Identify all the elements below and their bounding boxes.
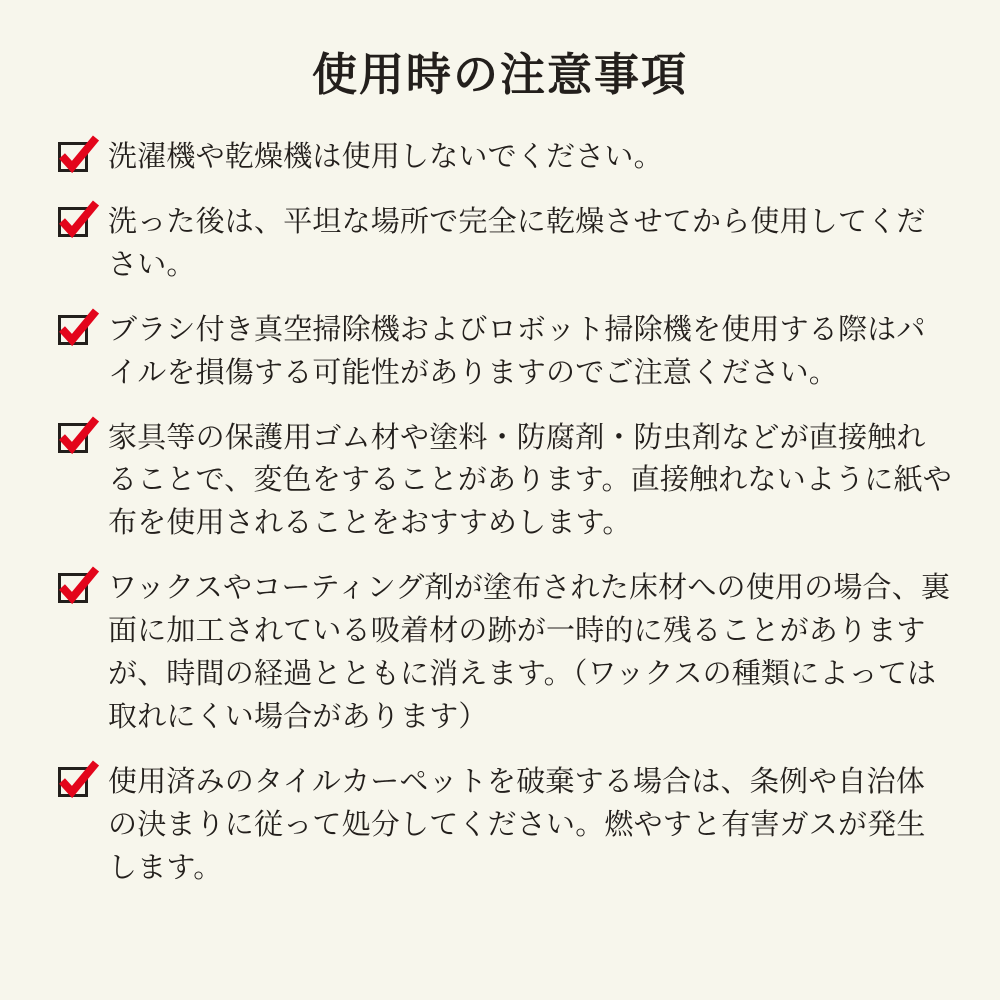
list-item bbox=[58, 761, 952, 890]
list-item-text: 家具等の保護用ゴム材や塗料・防腐剤・防虫剤などが直接触れることで、変色をすることがあります。直接触れないように紙や布を使用されることをおすすめします。 bbox=[108, 421, 952, 540]
checked-checkbox-icon bbox=[58, 767, 92, 801]
list-item-text: 洗濯機や乾燥機は使用しないでください。 bbox=[108, 141, 663, 173]
list-item bbox=[58, 567, 952, 739]
list-item bbox=[58, 201, 952, 287]
checked-checkbox-icon bbox=[58, 423, 92, 457]
list-item bbox=[58, 136, 952, 179]
checked-checkbox-icon bbox=[58, 315, 92, 349]
checked-checkbox-icon bbox=[58, 207, 92, 241]
page-title: 使用時の注意事項 bbox=[311, 49, 688, 100]
list-item-text: 使用済みのタイルカーペットを破棄する場合は、条例や自治体の決まりに従って処分してください。燃やすと有害ガスが発生します。 bbox=[108, 765, 926, 884]
list-item bbox=[58, 309, 952, 395]
list-item bbox=[58, 417, 952, 546]
precaution-list bbox=[48, 136, 952, 890]
list-item-text: ワックスやコーティング剤が塗布された床材への使用の場合、裏面に加工されている吸着材の跡が一時的に残ることがありますが、時間の経過とともに消えます。（ワックスの種類によっては取れにくい場合があります） bbox=[108, 572, 951, 733]
list-item-text: ブラシ付き真空掃除機およびロボット掃除機を使用する際はパイルを損傷する可能性がありますのでご注意ください。 bbox=[108, 313, 926, 389]
checked-checkbox-icon bbox=[58, 573, 92, 607]
list-item-text: 洗った後は、平坦な場所で完全に乾燥させてから使用してください。 bbox=[108, 205, 926, 281]
checked-checkbox-icon bbox=[58, 142, 92, 176]
